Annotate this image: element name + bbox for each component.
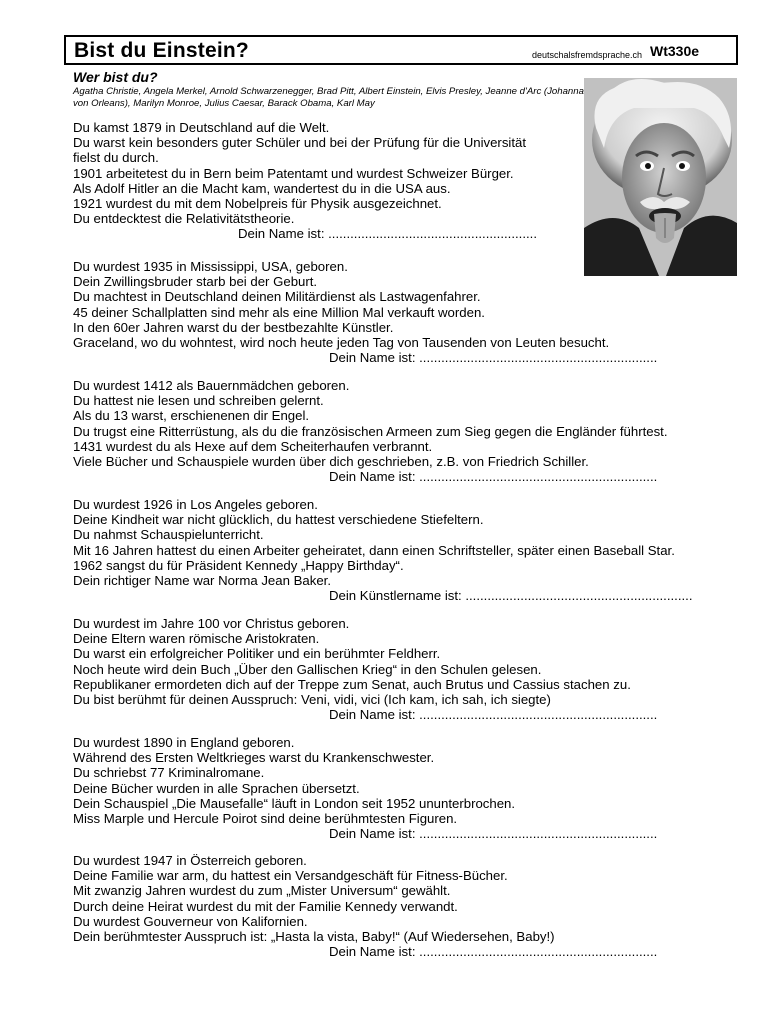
riddle-line: Du wurdest Gouverneur von Kalifornien. <box>73 913 308 929</box>
riddle-block-3 <box>73 378 753 484</box>
riddle-line: 45 deiner Schallplatten sind mehr als eine Million Mal verkauft worden. <box>73 304 485 320</box>
riddle-line: Du kamst 1879 in Deutschland auf die Welt. <box>73 120 330 135</box>
riddle-line: Durch deine Heirat wurdest du mit der Familie Kennedy verwandt. <box>73 898 458 914</box>
riddle-line: Als Adolf Hitler an die Macht kam, wandertest du in die USA aus. <box>73 180 451 196</box>
site-name: deutschalsfremdsprache.ch <box>532 50 643 60</box>
riddle-line: Du wurdest im Jahre 100 vor Christus geboren. <box>73 616 350 631</box>
riddle-line: Graceland, wo du wohntest, wird noch heute jeden Tag von Tausenden von Leuten besucht. <box>73 334 610 350</box>
riddle-line: Du machtest in Deutschland deinen Militärdienst als Lastwagenfahrer. <box>73 289 481 305</box>
riddle-block-6 <box>73 735 753 841</box>
riddle-line: Deine Kindheit war nicht glücklich, du hattest verschiedene Stiefeltern. <box>73 512 484 528</box>
riddle-line: Du wurdest 1412 als Bauernmädchen geboren. <box>73 378 350 393</box>
riddle-line: Dein berühmtester Ausspruch ist: „Hasta la vista, Baby!“ (Auf Wiedersehen, Baby!) <box>73 928 555 944</box>
riddle-line: Noch heute wird dein Buch „Über den Gallischen Krieg“ in den Schulen gelesen. <box>73 661 542 677</box>
riddle-block-2 <box>73 259 753 365</box>
answer-line[interactable]: Dein Künstlername ist: .............................................................. <box>329 588 693 604</box>
riddle-line: Du wurdest 1947 in Österreich geboren. <box>73 853 307 868</box>
riddle-line: Du warst kein besonders guter Schüler und bei der Prüfung für die Universität <box>73 135 527 151</box>
names-list: Agatha Christie, Angela Merkel, Arnold Schwarzenegger, Brad Pitt, Albert Einstein, Elvis Presley, Jeanne d'Arc (Johanna von Orleans), Marilyn Monroe, Julius Caesar, Barack Obama, Karl May <box>73 86 584 109</box>
answer-line[interactable]: Dein Name ist: ................................................................. <box>329 944 658 960</box>
riddle-line: Du nahmst Schauspielunterricht. <box>73 527 264 543</box>
riddle-line: Dein richtiger Name war Norma Jean Baker. <box>73 572 331 588</box>
riddle-line: Du schriebst 77 Kriminalromane. <box>73 765 265 781</box>
riddle-line: In den 60er Jahren warst du der bestbezahlte Künstler. <box>73 319 394 335</box>
riddle-line: Du bist berühmt für deinen Ausspruch: Veni, vidi, vici (Ich kam, ich sah, ich siegte) <box>73 691 551 707</box>
riddle-line: Miss Marple und Hercule Poirot sind deine berühmtesten Figuren. <box>73 810 458 826</box>
riddle-block-7 <box>73 853 753 959</box>
riddle-line: Dein Schauspiel „Die Mausefalle“ läuft in London seit 1952 ununterbrochen. <box>73 795 516 811</box>
riddle-line: Mit 16 Jahren hattest du einen Arbeiter geheiratet, dann einen Schriftsteller, später einen Baseball Star. <box>73 542 675 558</box>
answer-line[interactable]: Dein Name ist: ................................................................. <box>329 707 658 723</box>
riddle-line: Republikaner ermordeten dich auf der Treppe zum Senat, auch Brutus und Cassius stachen zu. <box>73 676 631 692</box>
riddle-line: Du wurdest 1890 in England geboren. <box>73 735 295 750</box>
answer-line[interactable]: Dein Name ist: ................................................................. <box>329 826 658 842</box>
riddle-line: 1901 arbeitetest du in Bern beim Patentamt und wurdest Schweizer Bürger. <box>73 165 514 181</box>
answer-line[interactable]: Dein Name ist: ......................................................... <box>238 226 537 242</box>
subtitle: Wer bist du? <box>73 69 158 85</box>
riddle-line: Mit zwanzig Jahren wurdest du zum „Mister Universum“ gewählt. <box>73 883 451 899</box>
riddle-line: 1431 wurdest du als Hexe auf dem Scheiterhaufen verbrannt. <box>73 438 433 454</box>
riddle-line: Deine Familie war arm, du hattest ein Versandgeschäft für Fitness-Bücher. <box>73 868 508 884</box>
riddle-line: Dein Zwillingsbruder starb bei der Geburt. <box>73 274 318 290</box>
riddle-line: Du wurdest 1926 in Los Angeles geboren. <box>73 497 318 512</box>
riddle-line: Du entdecktest die Relativitätstheorie. <box>73 211 295 227</box>
riddle-line: 1962 sangst du für Präsident Kennedy „Happy Birthday“. <box>73 557 404 573</box>
riddle-line: Viele Bücher und Schauspiele wurden über dich geschrieben, z.B. von Friedrich Schiller. <box>73 453 589 469</box>
riddle-block-5 <box>73 616 753 722</box>
riddle-line: Deine Eltern waren römische Aristokraten. <box>73 631 320 647</box>
riddle-line: Deine Bücher wurden in alle Sprachen übersetzt. <box>73 780 360 796</box>
riddle-line: Du hattest nie lesen und schreiben gelernt. <box>73 393 324 409</box>
answer-line[interactable]: Dein Name ist: ................................................................. <box>329 469 658 485</box>
page-title: Bist du Einstein? <box>74 39 249 62</box>
riddle-line: 1921 wurdest du mit dem Nobelpreis für Physik ausgezeichnet. <box>73 195 442 211</box>
riddle-line: Du wurdest 1935 in Mississippi, USA, geboren. <box>73 259 348 274</box>
riddle-block-4 <box>73 497 753 603</box>
answer-line[interactable]: Dein Name ist: ................................................................. <box>329 350 658 366</box>
riddle-line: Du trugst eine Ritterrüstung, als du die französischen Armeen zum Sieg gegen die Engländer führtest. <box>73 423 668 439</box>
worksheet-code: Wt330e <box>650 43 700 59</box>
riddle-line: fielst du durch. <box>73 150 159 166</box>
riddle-block-1 <box>73 120 753 242</box>
riddle-line: Als du 13 warst, erschienenen dir Engel. <box>73 408 310 424</box>
header-box <box>64 35 738 65</box>
riddle-line: Du warst ein erfolgreicher Politiker und ein berühmter Feldherr. <box>73 646 441 662</box>
riddle-line: Während des Ersten Weltkrieges warst du Krankenschwester. <box>73 750 435 766</box>
